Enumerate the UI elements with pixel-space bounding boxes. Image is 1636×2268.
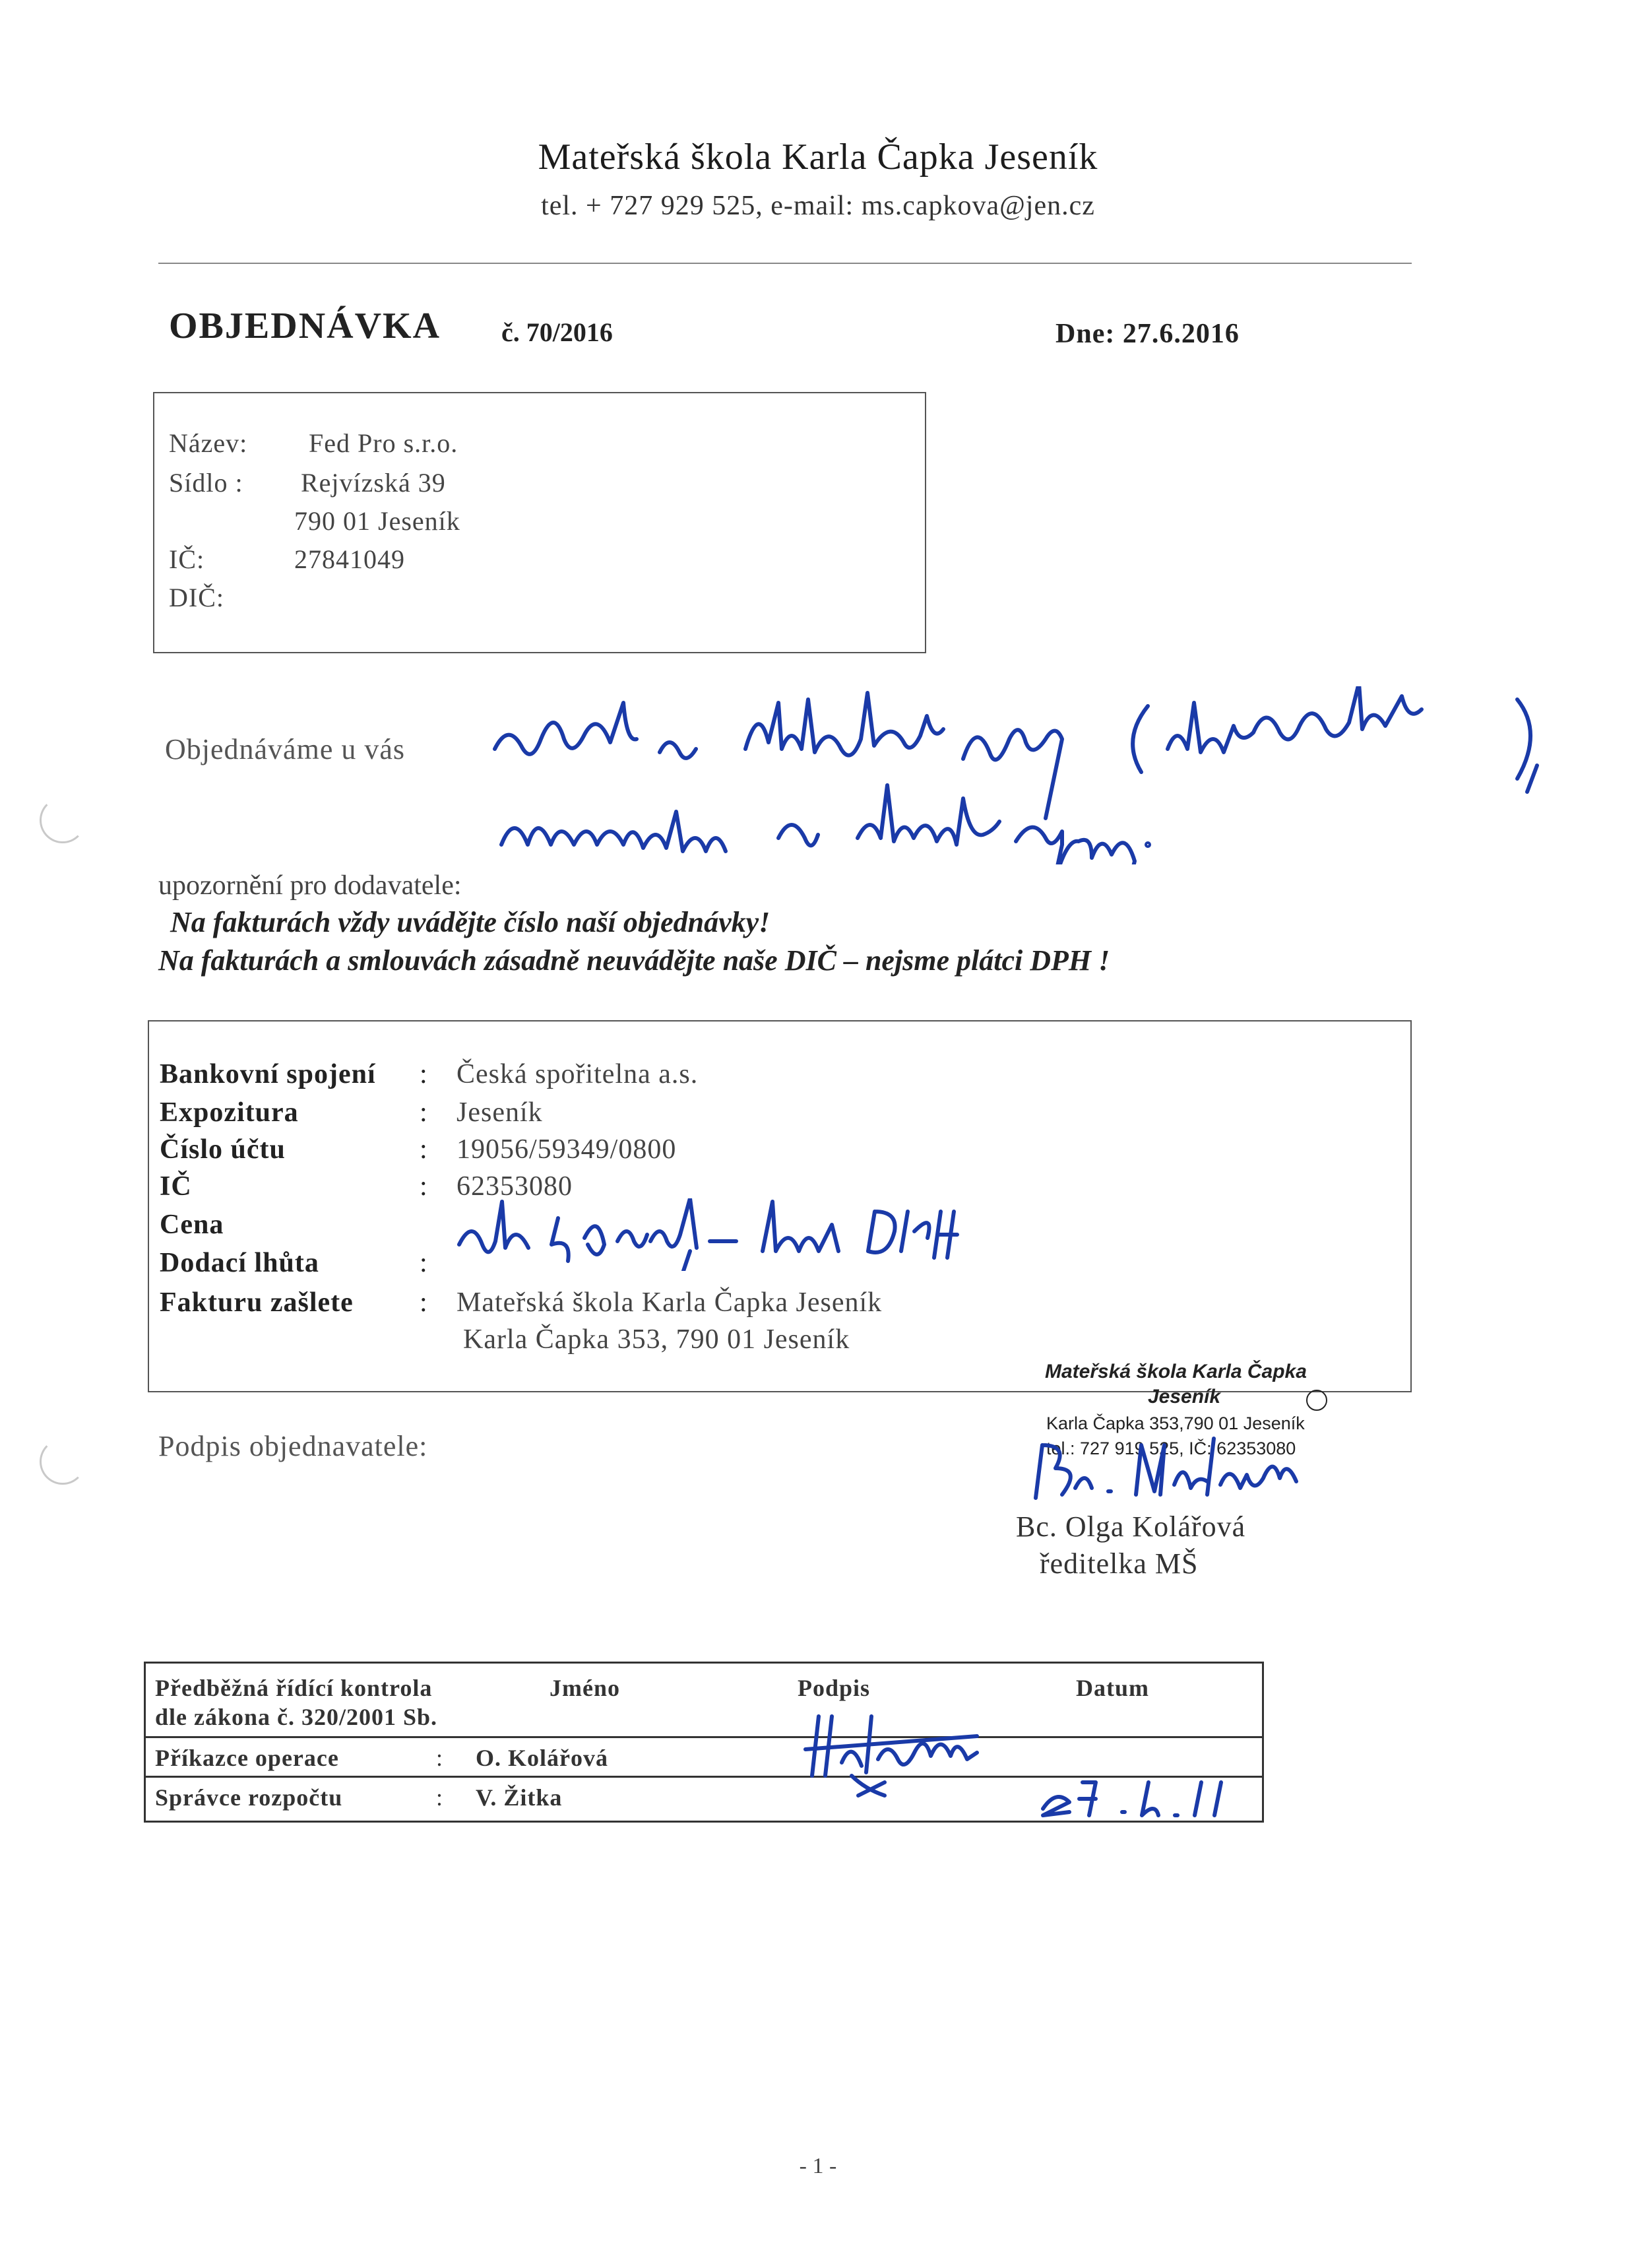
supplier-dic-label: DIČ:	[169, 583, 224, 612]
notice-label: upozornění pro dodavatele:	[158, 870, 462, 901]
control-row2-name: V. Žitka	[476, 1784, 563, 1811]
bank-label-1: Bankovní spojení	[160, 1059, 376, 1089]
supplier-seat-label: Sídlo :	[169, 468, 243, 498]
supplier-name-label: Název:	[169, 428, 248, 458]
control-row1-name: O. Kolářová	[476, 1745, 608, 1771]
order-request-intro: Objednáváme u vás	[165, 733, 405, 765]
handwritten-price	[453, 1198, 1046, 1271]
bank-label-3: Číslo účtu	[160, 1134, 286, 1165]
bank-colon-6: :	[420, 1248, 427, 1278]
bank-value-1: Česká spořitelna a.s.	[456, 1059, 699, 1089]
stamp-line-3: Karla Čapka 353,790 01 Jeseník	[1046, 1413, 1305, 1433]
signer-role: ředitelka MŠ	[1040, 1547, 1199, 1580]
order-date: Dne: 27.6.2016	[1055, 319, 1240, 349]
control-row1-label: Příkazce operace	[155, 1745, 339, 1771]
stamp-line-2: Jeseník	[1148, 1386, 1221, 1408]
supplier-street: Rejvízská 39	[301, 468, 446, 498]
notice-line-2: Na fakturách a smlouvách zásadně neuvádějte naše DIČ – nejsme plátci DPH !	[158, 944, 1110, 977]
supplier-box	[153, 392, 926, 653]
control-header-name: Jméno	[550, 1675, 620, 1701]
bank-colon-3: :	[420, 1134, 427, 1165]
supplier-ic-label: IČ:	[169, 544, 205, 574]
bank-label-5: Cena	[160, 1210, 224, 1240]
bank-colon-4: :	[420, 1171, 427, 1202]
control-header-date: Datum	[1076, 1675, 1149, 1701]
bank-details-box	[148, 1020, 1412, 1392]
stamp-seal-icon	[1306, 1390, 1327, 1411]
page-number: - 1 -	[799, 2154, 837, 2178]
order-title: OBJEDNÁVKA	[169, 306, 441, 346]
supplier-ic: 27841049	[294, 544, 405, 574]
invoice-address-line-2: Karla Čapka 353, 790 01 Jeseník	[463, 1324, 850, 1355]
bank-colon-1: :	[420, 1059, 427, 1089]
bank-label-4: IČ	[160, 1171, 192, 1202]
bank-colon-7: :	[420, 1287, 427, 1318]
handwritten-order-text	[488, 686, 1557, 864]
stamp-line-1: Mateřská škola Karla Čapka	[1045, 1361, 1307, 1382]
control-table	[144, 1662, 1264, 1823]
notice-line-1: Na fakturách vždy uvádějte číslo naší objednávky!	[170, 906, 771, 938]
bank-colon-2: :	[420, 1097, 427, 1128]
stamp-line-4: tel.: 727 919 525, IČ: 62353080	[1046, 1439, 1296, 1458]
control-row2-label: Správce rozpočtu	[155, 1784, 343, 1811]
organization-name: Mateřská škola Karla Čapka Jeseník	[538, 137, 1098, 178]
bank-value-3: 19056/59349/0800	[456, 1134, 677, 1165]
control-row1-colon: :	[436, 1745, 444, 1771]
supplier-name: Fed Pro s.r.o.	[309, 428, 458, 458]
control-header-line-1: Předběžná řídící kontrola	[155, 1675, 433, 1701]
handwritten-control-signature-date	[779, 1703, 1241, 1819]
punch-hole-bottom	[40, 1439, 86, 1485]
control-row2-colon: :	[436, 1784, 444, 1811]
punch-hole-top	[40, 797, 86, 843]
bank-label-2: Expozitura	[160, 1097, 299, 1128]
signature-label: Podpis objednavatele:	[158, 1430, 428, 1462]
bank-value-4: 62353080	[456, 1171, 573, 1202]
header-divider	[158, 263, 1412, 264]
bank-label-6: Dodací lhůta	[160, 1248, 319, 1278]
bank-value-2: Jeseník	[456, 1097, 543, 1128]
organization-contact: tel. + 727 929 525, e-mail: ms.capkova@jen.cz	[541, 191, 1095, 221]
bank-label-7: Fakturu zašlete	[160, 1287, 354, 1318]
handwritten-signature	[1029, 1432, 1319, 1505]
control-header-signature: Podpis	[798, 1675, 871, 1701]
bank-value-7: Mateřská škola Karla Čapka Jeseník	[456, 1287, 883, 1318]
order-number: č. 70/2016	[501, 317, 613, 347]
supplier-city: 790 01 Jeseník	[294, 506, 460, 536]
control-header-line-2: dle zákona č. 320/2001 Sb.	[155, 1704, 438, 1730]
signer-name: Bc. Olga Kolářová	[1016, 1510, 1246, 1543]
